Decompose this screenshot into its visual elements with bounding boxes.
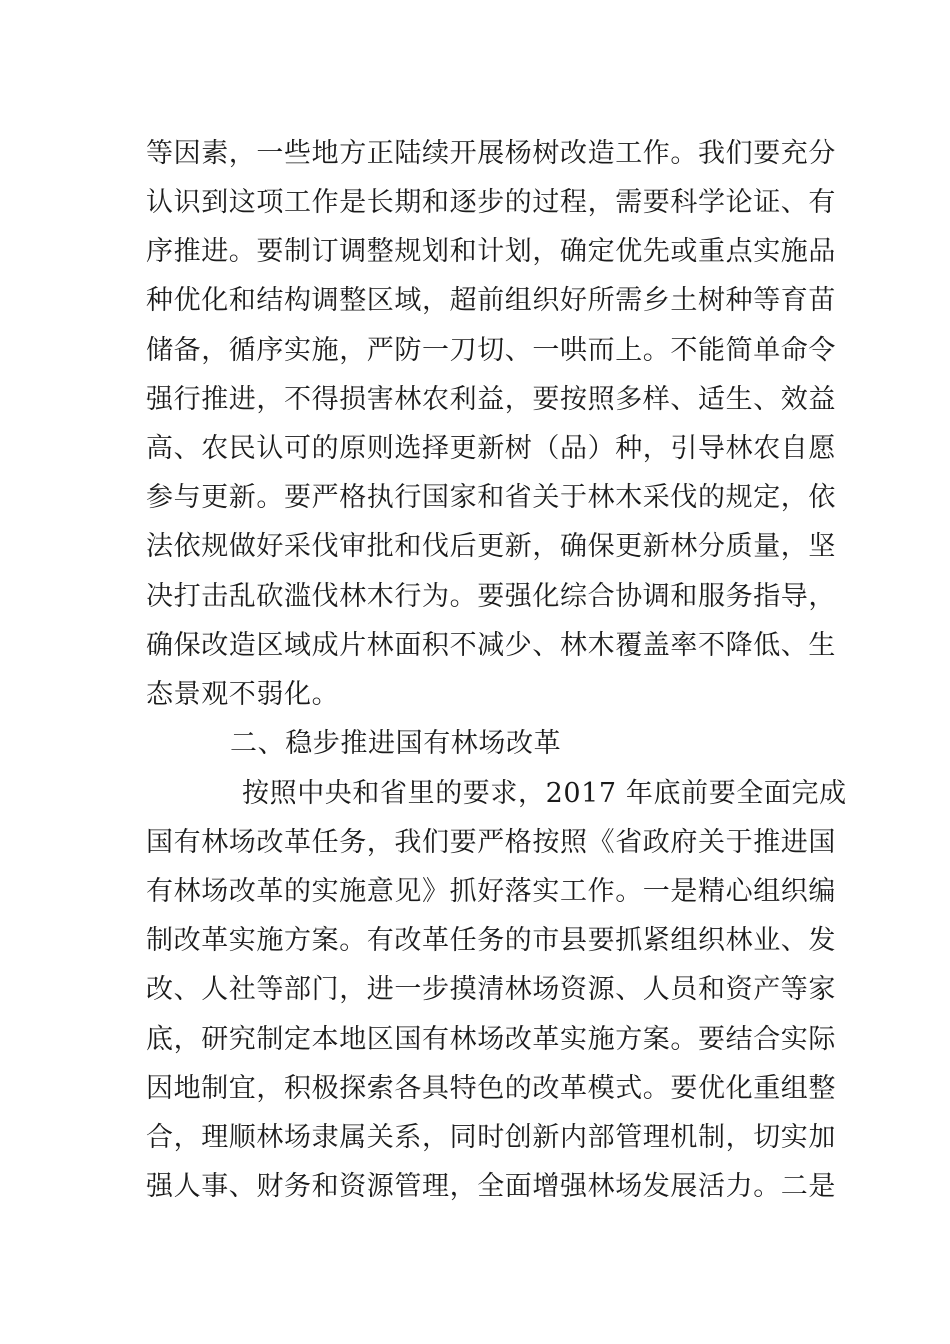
text-line: 态景观不弱化。: [146, 679, 340, 710]
text-line: 强人事、财务和资源管理，全面增强林场发展活力。二是: [146, 1171, 836, 1202]
text-line: 强行推进，不得损害林农利益，要按照多样、适生、效益: [146, 384, 836, 415]
section-heading: 二、稳步推进国有林场改革: [230, 728, 562, 759]
text-line: 国有林场改革任务，我们要严格按照《省政府关于推进国: [146, 827, 836, 858]
text-line: 参与更新。要严格执行国家和省关于林木采伐的规定，依: [146, 482, 836, 513]
text-line: 高、农民认可的原则选择更新树（品）种，引导林农自愿: [146, 433, 836, 464]
text-line: 种优化和结构调整区域，超前组织好所需乡土树种等育苗: [146, 285, 836, 316]
text-line: 决打击乱砍滥伐林木行为。要强化综合协调和服务指导，: [146, 581, 836, 612]
text-line: 认识到这项工作是长期和逐步的过程，需要科学论证、有: [146, 187, 836, 218]
text-line: 等因素，一些地方正陆续开展杨树改造工作。我们要充分: [146, 138, 836, 169]
text-line: 序推进。要制订调整规划和计划，确定优先或重点实施品: [146, 236, 836, 267]
text-line: 改、人社等部门，进一步摸清林场资源、人员和资产等家: [146, 974, 836, 1005]
text-line: 合，理顺林场隶属关系，同时创新内部管理机制，切实加: [146, 1122, 836, 1153]
text-line: 法依规做好采伐审批和伐后更新，确保更新林分质量，坚: [146, 531, 836, 562]
text-line: 底，研究制定本地区国有林场改革实施方案。要结合实际: [146, 1024, 836, 1055]
text-line: 确保改造区域成片林面积不减少、林木覆盖率不降低、生: [146, 630, 836, 661]
text-line: 因地制宜，积极探索各具特色的改革模式。要优化重组整: [146, 1073, 836, 1104]
text-line: 储备，循序实施，严防一刀切、一哄而上。不能简单命令: [146, 335, 836, 366]
text-line: 按照中央和省里的要求，2017 年底前要全面完成: [242, 778, 847, 809]
text-line: 制改革实施方案。有改革任务的市县要抓紧组织林业、发: [146, 925, 836, 956]
text-line: 有林场改革的实施意见》抓好落实工作。一是精心组织编: [146, 876, 836, 907]
